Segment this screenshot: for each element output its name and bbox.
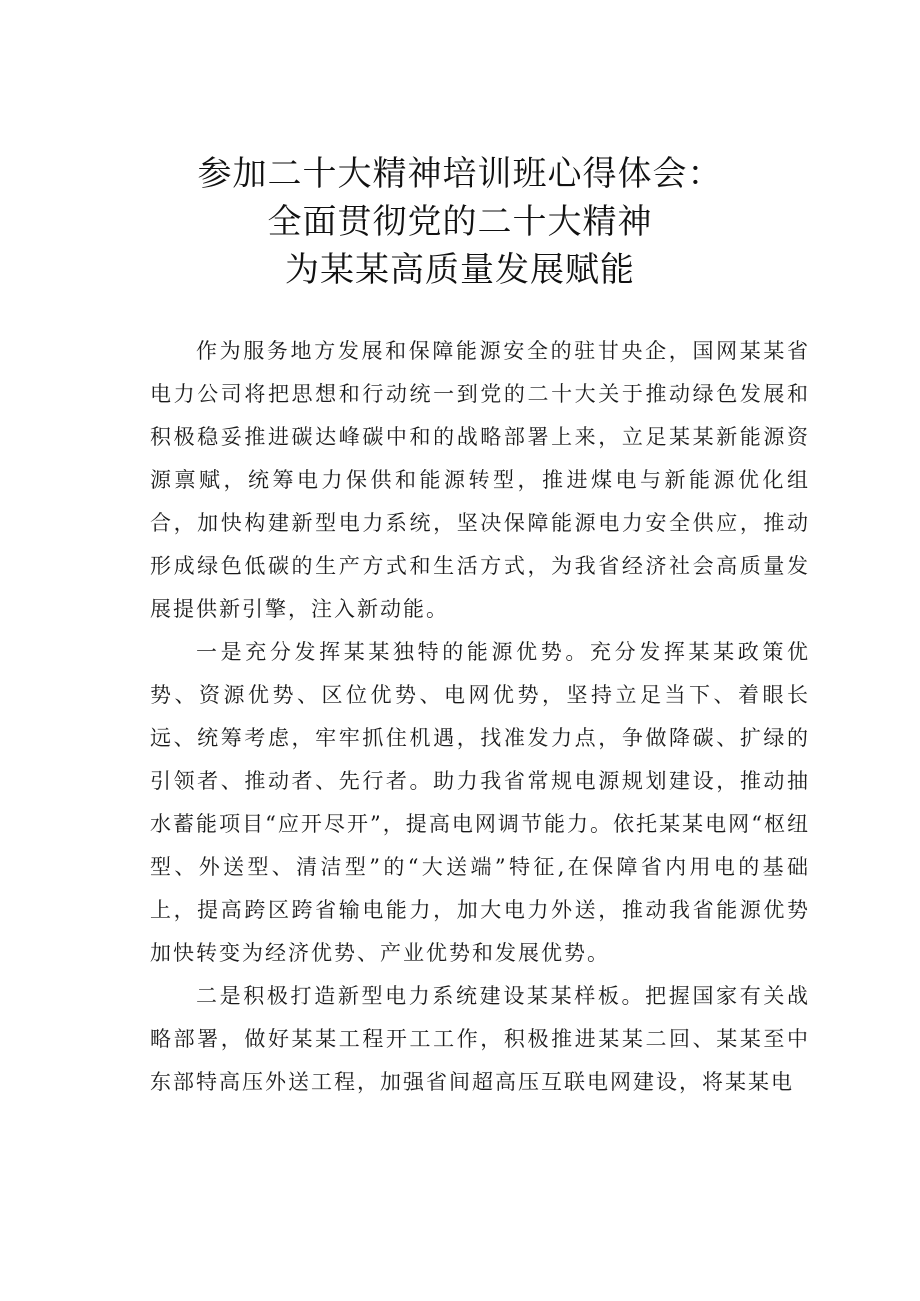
document-title — [0, 150, 920, 294]
title-line-2: 全面贯彻党的二十大精神 — [267, 202, 653, 242]
paragraph-intro: 作为服务地方发展和保障能源安全的驻甘央企，国网某某省电力公司将把思想和行动统一到党的二十大关于推动绿色发展和积极稳妥推进碳达峰碳中和的战略部署上来，立足某某新能源资源禀赋，统筹电力保供和能源转型，推进煤电与新能源优化组合，加快构建新型电力系统，坚决保障能源电力安全供应，推动形成绿色低碳的生产方式和生活方式，为我省经济社会高质量发展提供新引擎，注入新动能。 — [150, 339, 810, 621]
paragraph-point-1: 一是充分发挥某某独特的能源优势。充分发挥某某政策优势、资源优势、区位优势、电网优势，坚持立足当下、着眼长远、统筹考虑，牢牢抓住机遇，找准发力点，争做降碳、扩绿的引领者、推动者、先行者。助力我省常规电源规划建设，推动抽水蓄能项目“应开尽开”，提高电网调节能力。依托某某电网“枢纽型、外送型、清洁型”的“大送端”特征,在保障省内用电的基础上，提高跨区跨省输电能力，加大电力外送，推动我省能源优势加快转变为经济优势、产业优势和发展优势。 — [150, 640, 810, 965]
paragraph-point-2: 二是积极打造新型电力系统建设某某样板。把握国家有关战略部署，做好某某工程开工工作，积极推进某某二回、某某至中东部特高压外送工程，加强省间超高压互联电网建设，将某某电 — [150, 984, 810, 1094]
title-line-1: 参加二十大精神培训班心得体会： — [197, 154, 723, 194]
document-body — [150, 330, 810, 1104]
title-line-3: 为某某高质量发展赋能 — [285, 250, 635, 290]
